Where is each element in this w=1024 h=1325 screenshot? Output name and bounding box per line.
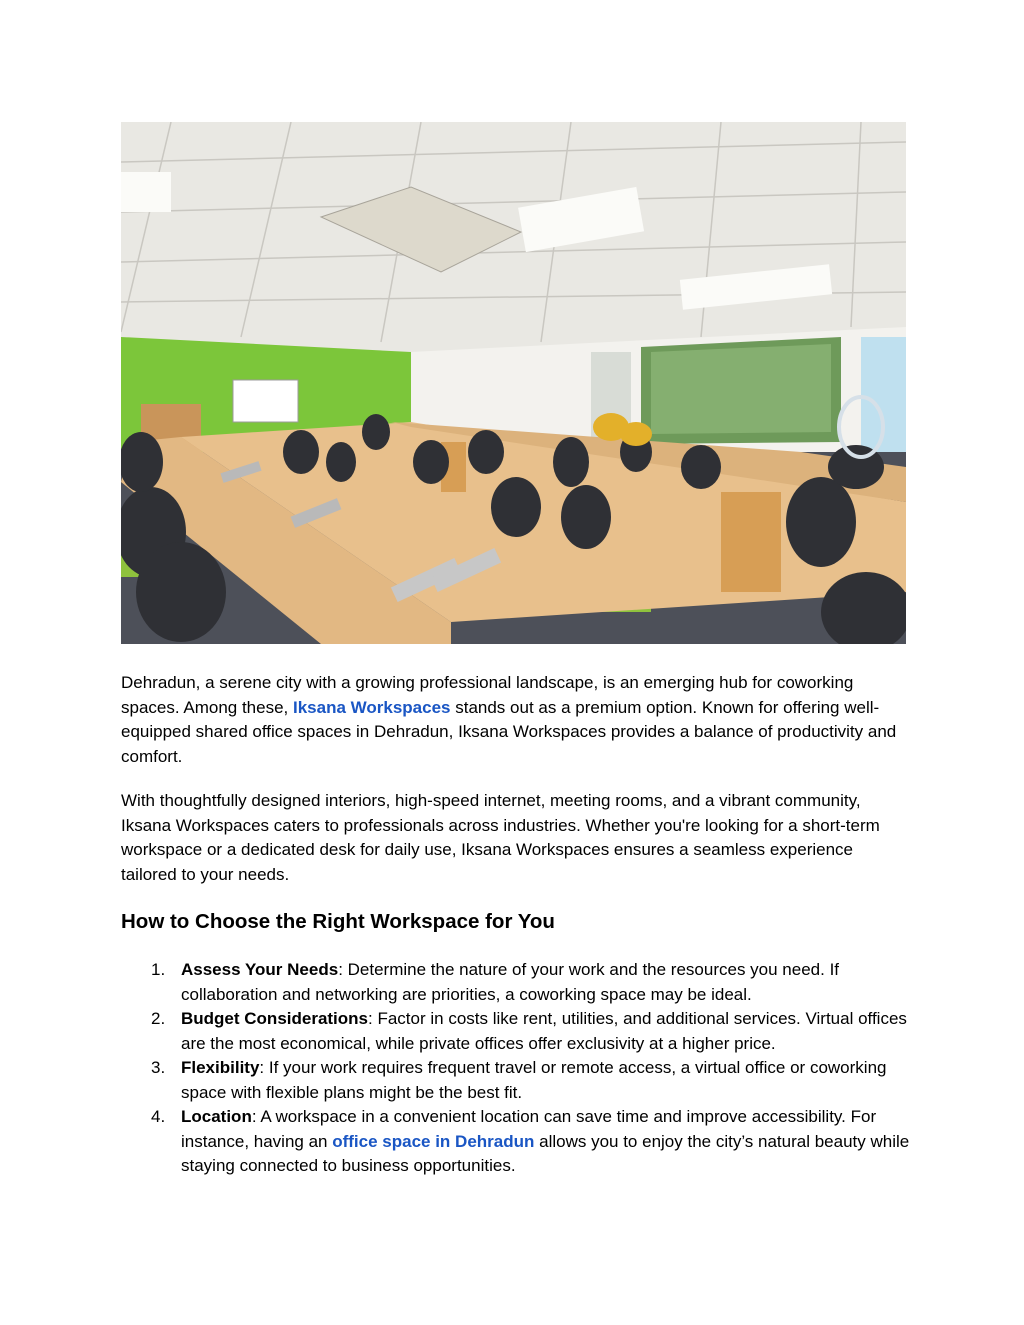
list-item-title: Budget Considerations — [181, 1009, 369, 1028]
list-item-title: Flexibility — [181, 1058, 260, 1077]
list-item-text: : Determine the nature of your work and the resources you need. If collaboration and networking are priorities, a coworking space may be ideal. — [181, 960, 840, 1004]
office-space-dehradun-link[interactable]: office space in Dehradun — [332, 1131, 535, 1151]
list-item-title: Location — [181, 1107, 252, 1126]
coworking-office-photo — [121, 122, 906, 644]
list-item-text-after: allows you to enjoy the city’s natural beauty while staying connected to business opportunities. — [181, 1131, 910, 1175]
steps-list — [121, 958, 911, 1179]
intro-text-after: stands out as a premium option. Known for offering well-equipped shared office spaces in Dehradun, Iksana Workspaces provides a balance of productivity and comfort. — [121, 697, 897, 766]
list-item — [121, 958, 911, 1007]
list-item — [121, 1105, 911, 1179]
list-item-text: : A workspace in a convenient location can save time and improve accessibility. For instance, having an — [181, 1107, 877, 1151]
list-number: 3. — [151, 1058, 166, 1077]
list-item — [121, 1056, 911, 1105]
list-item — [121, 1007, 911, 1056]
list-item-title: Assess Your Needs — [181, 960, 339, 979]
list-item-text: : Factor in costs like rent, utilities, and additional services. Virtual offices are the most economical, while private offices offer exclusivity at a higher price. — [181, 1009, 907, 1053]
section-heading: How to Choose the Right Workspace for You — [121, 910, 555, 933]
list-number: 2. — [151, 1009, 166, 1028]
list-item-text: : If your work requires frequent travel or remote access, a virtual office or coworking space with flexible plans might be the best fit. — [181, 1058, 887, 1102]
iksana-workspaces-link[interactable]: Iksana Workspaces — [293, 697, 451, 717]
list-number: 1. — [151, 960, 166, 979]
intro-paragraph — [121, 671, 911, 769]
intro-text-before: Dehradun, a serene city with a growing professional landscape, is an emerging hub for coworking spaces. Among these, — [121, 673, 854, 717]
list-number: 4. — [151, 1107, 166, 1126]
features-paragraph: With thoughtfully designed interiors, high-speed internet, meeting rooms, and a vibrant community, Iksana Workspaces caters to professionals across industries. Whether you're looking for a short-term workspace or a dedicated desk for daily use, Iksana Workspaces ensures a seamless experience tailored to your needs. — [121, 791, 880, 884]
